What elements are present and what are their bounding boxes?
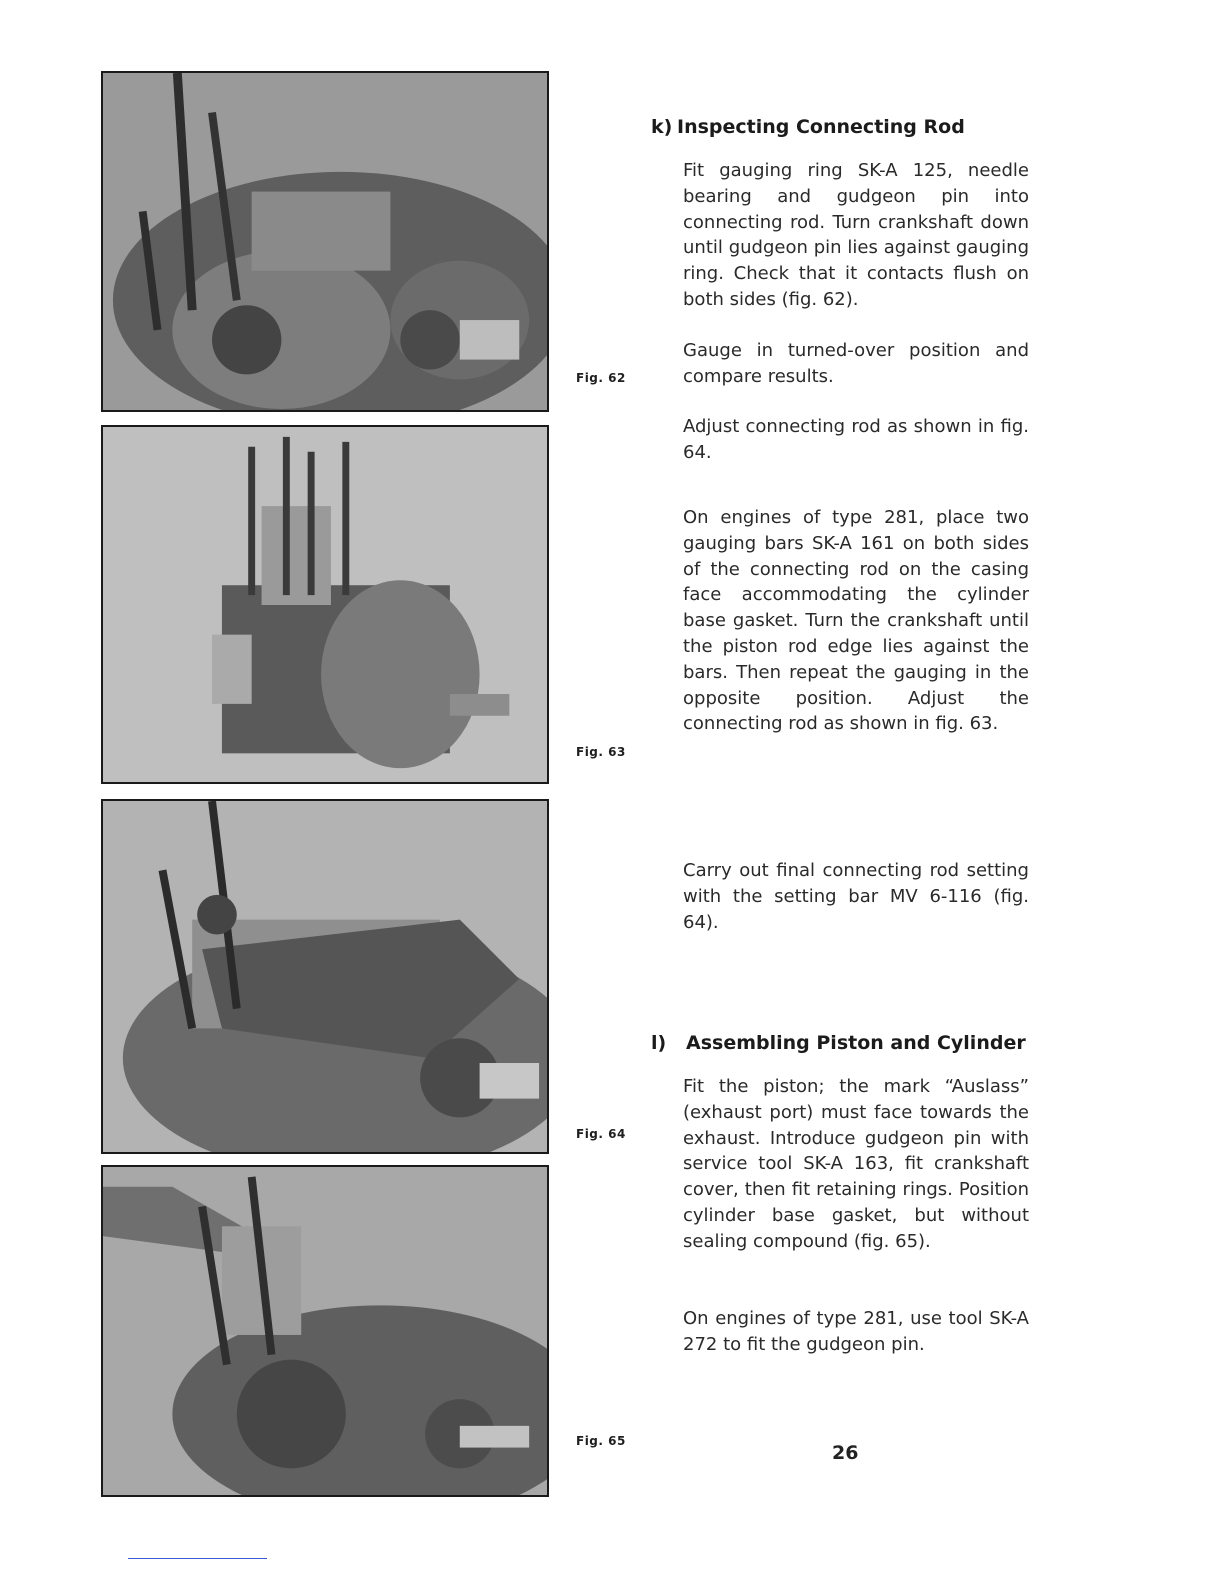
photo-fig-63: [101, 425, 549, 784]
fig-label-64: Fig. 64: [576, 1127, 626, 1141]
fig-label-63: Fig. 63: [576, 745, 626, 759]
photo-fig-64: [101, 799, 549, 1154]
fig-label-65: Fig. 65: [576, 1434, 626, 1448]
photo-fig-65: [101, 1165, 549, 1497]
section-l-title: Assembling Piston and Cylinder: [686, 1032, 1026, 1054]
section-k-paragraph-5: Carry out final connecting rod setting with the setting bar MV 6-116 (fig. 64).: [683, 860, 1029, 933]
engine-crankcase-image: [103, 73, 547, 410]
section-k-paragraph-2: Gauge in turned-over position and compare results.: [683, 340, 1029, 387]
fig-label-62: Fig. 62: [576, 371, 626, 385]
engine-assembly-image: [103, 427, 547, 782]
section-l-heading: [651, 1032, 1026, 1054]
section-l-marker: l): [651, 1032, 667, 1054]
photo-fig-62: [101, 71, 549, 412]
section-k-heading: [651, 116, 965, 138]
section-k-paragraph-1: Fit gauging ring SK-A 125, needle bearing and gudgeon pin into connecting rod. Turn crankshaft down until gudgeon pin lies against gauging ring. Check that it contacts flush on both sides (fig. 62).: [683, 160, 1029, 310]
section-l-paragraph-2: On engines of type 281, use tool SK-A 272 to fit the gudgeon pin.: [683, 1308, 1029, 1355]
section-k-paragraph-3: Adjust connecting rod as shown in fig. 64.: [683, 416, 1029, 463]
section-l-paragraph-1: Fit the piston; the mark “Auslass” (exhaust port) must face towards the exhaust. Introduce gudgeon pin with service tool SK-A 163, fit crankshaft cover, then fit retaining rings. Position cylinder base gasket, but without sealing compound (fig. 65).: [683, 1076, 1029, 1252]
page-number: 26: [832, 1442, 859, 1464]
section-k-paragraph-4: On engines of type 281, place two gauging bars SK-A 161 on both sides of the connecting rod on the casing face accommodating the cylinder base gasket. Turn the crankshaft until the piston rod edge lies against the bars. Then repeat the gauging in the opposite position. Adjust the connecting rod as shown in fig. 63.: [683, 507, 1029, 735]
section-k-marker: k): [651, 116, 673, 138]
piston-fitting-image: [103, 1167, 547, 1495]
setting-bar-image: [103, 801, 547, 1152]
section-k-title: Inspecting Connecting Rod: [677, 116, 965, 138]
footer-divider: [128, 1558, 267, 1559]
